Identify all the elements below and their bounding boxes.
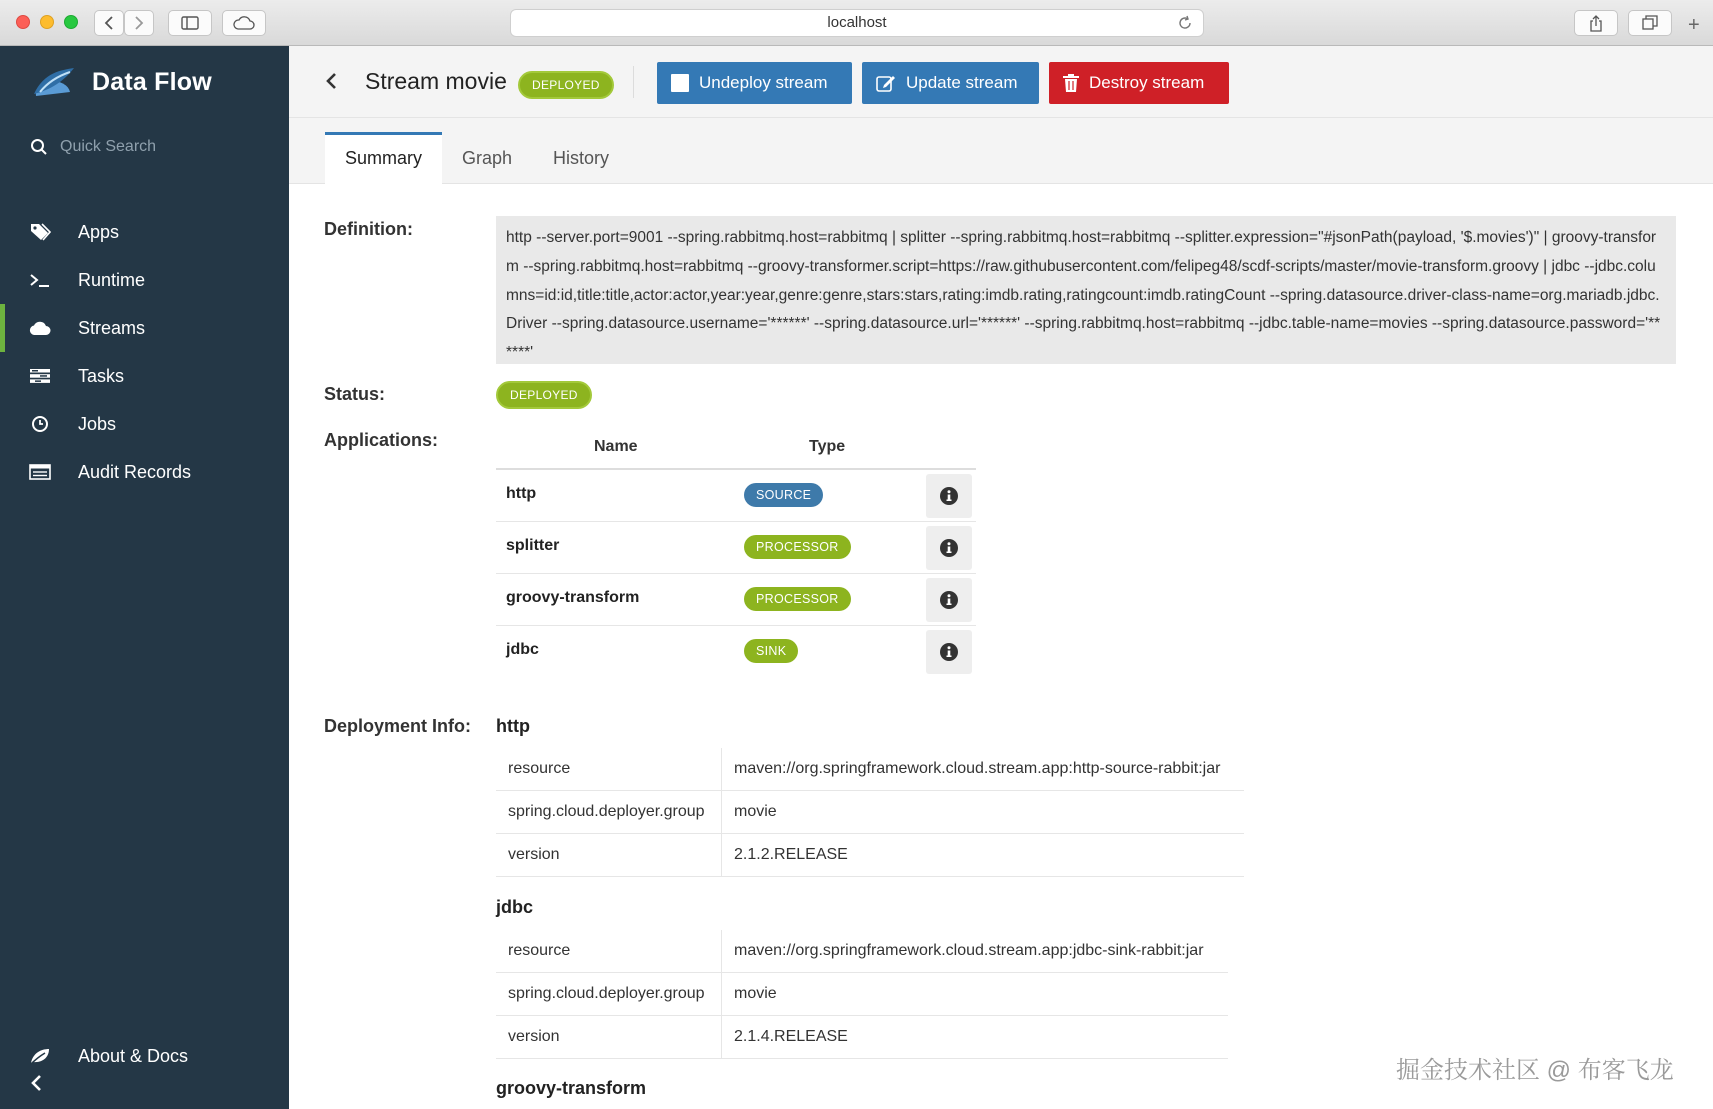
sidebar-item-tasks[interactable] <box>0 352 289 400</box>
sidebar-item-label: Apps <box>78 221 120 242</box>
deployment-info-label: Deployment Info: <box>324 716 471 736</box>
property-key: spring.cloud.deployer.group <box>496 791 722 833</box>
sidebar-item-label: Jobs <box>78 413 117 434</box>
edit-icon <box>876 74 896 92</box>
destroy-stream-label: Destroy stream <box>1089 73 1205 92</box>
app-info-button[interactable] <box>926 474 972 518</box>
chevron-right-icon <box>134 16 144 30</box>
deployment-properties-table <box>496 930 1228 1059</box>
brand[interactable] <box>26 62 212 102</box>
update-stream-button[interactable] <box>862 62 1039 104</box>
undeploy-stream-button[interactable] <box>657 62 852 104</box>
table-row <box>496 626 976 678</box>
table-row <box>496 1016 1228 1059</box>
share-button[interactable] <box>1574 10 1618 36</box>
property-value: movie <box>734 985 777 1002</box>
browser-forward-button[interactable] <box>124 10 154 36</box>
cloud-outline-icon <box>233 16 255 30</box>
sidebar-toggle-button[interactable] <box>168 10 212 36</box>
quick-search[interactable] <box>30 138 156 156</box>
info-icon <box>940 539 958 557</box>
leaf-icon <box>28 1044 52 1068</box>
stream-definition: http --server.port=9001 --spring.rabbitmq.host=rabbitmq | splitter --spring.rabbitmq.host=rabbitmq --splitter.expression="#jsonPath(payload, '$.movies')" | groovy-transform --spring.rabbitmq.host=rabbitmq --groovy-transformer.script=https://raw.githubusercontent.com/felipeg48/scdf-scripts/master/movie-transform.groovy | jdbc --jdbc.columns=id:id,title:title,actor:actor,year:year,genre:genre,stars:stars,rating:imdb.rating,ratingcount:imdb.ratingCount --spring.datasource.driver-class-name=org.mariadb.jdbc.Driver --spring.datasource.username='******' --spring.datasource.url='******' --spring.rabbitmq.host=rabbitmq --jdbc.table-name=movies --spring.datasource.password='******' <box>496 216 1676 364</box>
app-info-button[interactable] <box>926 526 972 570</box>
app-info-button[interactable] <box>926 578 972 622</box>
sidebar-item-about-docs[interactable] <box>0 1032 289 1080</box>
definition-label: Definition: <box>324 219 413 239</box>
tabs-icon <box>1642 15 1658 31</box>
property-value: maven://org.springframework.cloud.stream.app:http-source-rabbit:jar <box>734 760 1221 777</box>
property-key: version <box>496 834 722 876</box>
sidebar-item-label: Streams <box>78 317 146 338</box>
property-key: version <box>496 1016 722 1058</box>
sidebar-item-apps[interactable] <box>0 208 289 256</box>
brand-name: Data Flow <box>92 67 212 96</box>
tab-overview-button[interactable] <box>1628 10 1672 36</box>
sidebar-item-runtime[interactable] <box>0 256 289 304</box>
sidebar-item-audit-records[interactable] <box>0 448 289 496</box>
chevron-left-icon <box>325 72 337 90</box>
app-type-badge: PROCESSOR <box>744 535 851 559</box>
table-row <box>496 834 1244 877</box>
app-type-badge: SOURCE <box>744 483 823 507</box>
app-name: http <box>506 485 537 502</box>
property-value: movie <box>734 803 777 820</box>
clock-icon <box>28 412 52 436</box>
new-tab-button[interactable]: + <box>1688 14 1700 36</box>
update-stream-label: Update stream <box>906 73 1018 92</box>
header-divider <box>633 66 634 98</box>
sidebar-item-label: Tasks <box>78 365 125 386</box>
tab-summary[interactable]: Summary <box>325 132 442 184</box>
tab-history[interactable]: History <box>553 148 610 168</box>
sidebar-bottom <box>0 1032 289 1080</box>
destroy-stream-button[interactable] <box>1049 62 1229 104</box>
zoom-window-button[interactable] <box>64 15 78 29</box>
app-type-badge: SINK <box>744 639 798 663</box>
sidebar-item-label: Audit Records <box>78 461 192 482</box>
table-row <box>496 470 976 522</box>
sidebar-item-label: Runtime <box>78 269 146 290</box>
list-icon <box>28 460 52 484</box>
reload-icon[interactable] <box>1177 15 1193 31</box>
deployment-app-title: jdbc <box>496 897 534 917</box>
minimize-window-button[interactable] <box>40 15 54 29</box>
property-key: spring.cloud.deployer.group <box>496 973 722 1015</box>
table-row <box>496 748 1244 791</box>
table-row <box>496 930 1228 973</box>
applications-table <box>496 428 976 678</box>
quick-search-placeholder: Quick Search <box>60 138 157 155</box>
column-header-type: Type <box>809 438 846 455</box>
browser-toolbar <box>0 0 1713 46</box>
page-header <box>289 46 1713 118</box>
sidebar-nav <box>0 208 289 496</box>
applications-table-header <box>496 428 976 470</box>
app-info-button[interactable] <box>926 630 972 674</box>
sidebar-icon <box>181 16 199 30</box>
tag-icon <box>28 220 52 244</box>
icloud-tabs-button[interactable] <box>222 10 266 36</box>
undeploy-stream-label: Undeploy stream <box>699 73 828 92</box>
app-name: jdbc <box>506 641 539 658</box>
chevron-left-icon <box>30 1074 42 1092</box>
deployment-app-title: groovy-transform <box>496 1078 647 1098</box>
stream-tabs <box>289 118 1713 184</box>
deployment-app-title: http <box>496 716 530 736</box>
deployment-properties-table <box>496 748 1244 877</box>
table-row <box>496 973 1228 1016</box>
table-row <box>496 791 1244 834</box>
info-icon <box>940 591 958 609</box>
spring-cloud-logo-icon <box>26 62 78 102</box>
back-button[interactable] <box>325 72 337 95</box>
property-key: resource <box>496 748 722 790</box>
close-window-button[interactable] <box>16 15 30 29</box>
trash-icon <box>1063 74 1079 92</box>
search-icon <box>30 138 48 156</box>
info-icon <box>940 487 958 505</box>
property-key: resource <box>496 930 722 972</box>
property-value: maven://org.springframework.cloud.stream.app:jdbc-sink-rabbit:jar <box>734 942 1204 959</box>
cloud-icon <box>28 316 52 340</box>
address-bar[interactable] <box>510 9 1204 37</box>
sidebar-item-streams[interactable] <box>0 304 289 352</box>
collapse-sidebar-button[interactable] <box>30 1074 42 1097</box>
table-row <box>496 574 976 626</box>
applications-label: Applications: <box>324 430 439 450</box>
table-row <box>496 522 976 574</box>
share-icon <box>1589 15 1603 32</box>
tasks-icon <box>28 364 52 388</box>
property-value: 2.1.2.RELEASE <box>734 846 848 863</box>
page-title: Stream movie <box>365 68 507 94</box>
sidebar <box>0 46 289 1109</box>
app-name: groovy-transform <box>506 589 640 606</box>
watermark: 掘金技术社区 @ 布客飞龙 <box>1396 1057 1674 1084</box>
tab-graph[interactable]: Graph <box>462 148 513 168</box>
app-name: splitter <box>506 537 560 554</box>
column-header-name: Name <box>594 438 638 455</box>
property-value: 2.1.4.RELEASE <box>734 1028 848 1045</box>
status-label: Status: <box>324 384 386 404</box>
status-badge: DEPLOYED <box>496 381 592 409</box>
address-bar-text: localhost <box>827 14 887 31</box>
app-type-badge: PROCESSOR <box>744 587 851 611</box>
sidebar-item-jobs[interactable] <box>0 400 289 448</box>
info-icon <box>940 643 958 661</box>
chevron-left-icon <box>104 16 114 30</box>
sidebar-item-label: About & Docs <box>78 1045 189 1066</box>
status-badge: DEPLOYED <box>518 71 614 99</box>
stop-icon <box>671 74 689 92</box>
terminal-icon <box>28 268 52 292</box>
browser-back-button[interactable] <box>94 10 124 36</box>
